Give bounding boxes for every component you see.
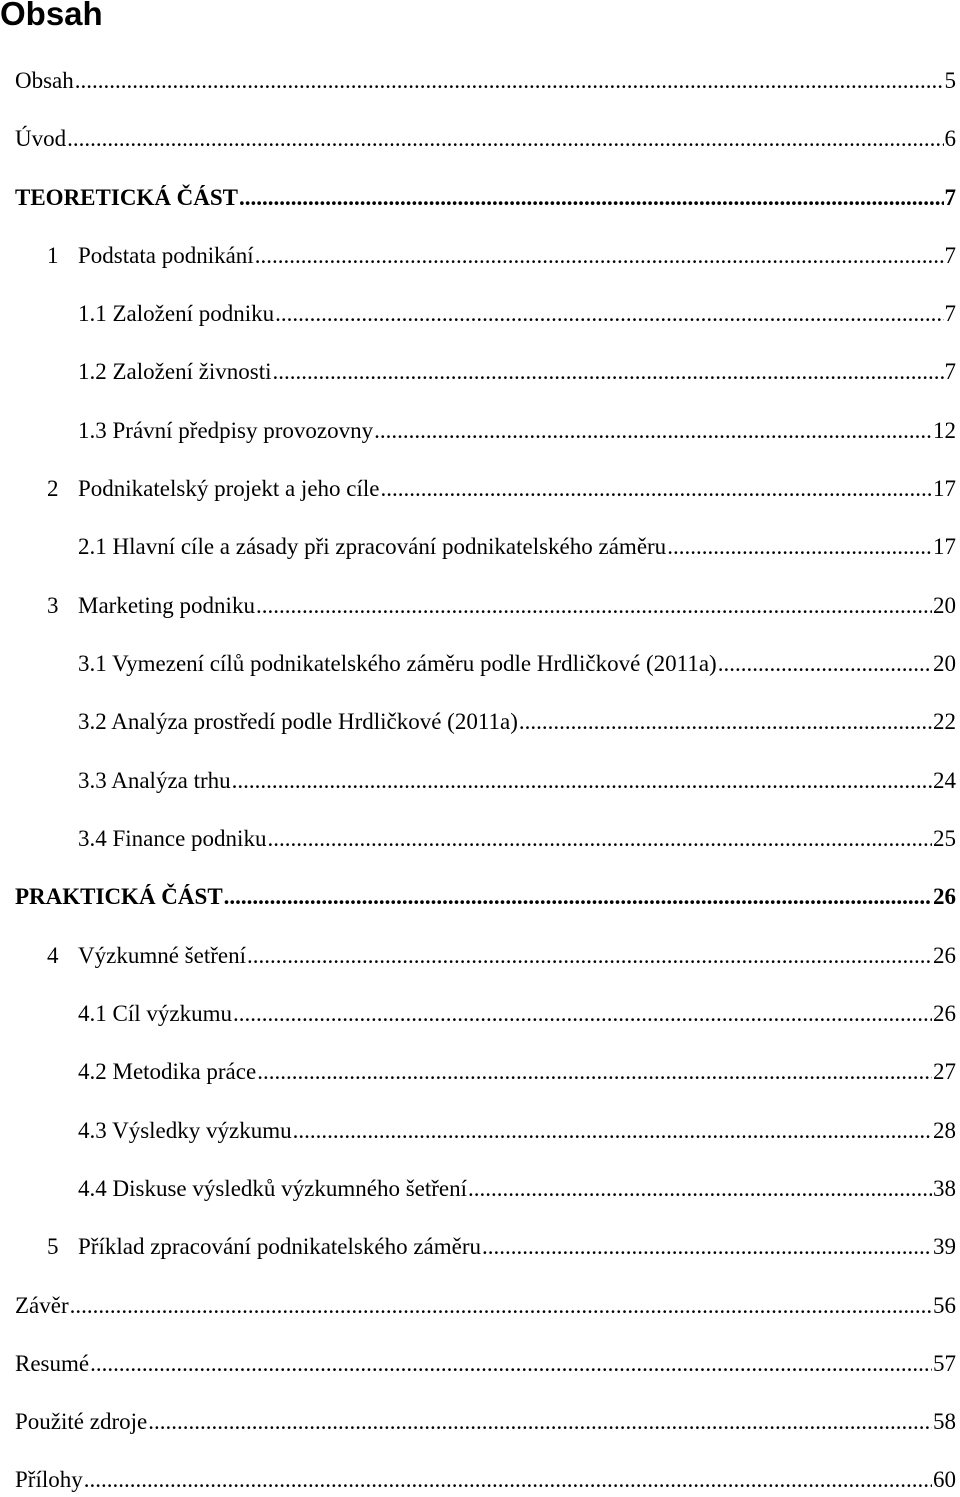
toc-leader-dots — [233, 999, 932, 1029]
toc-leader-dots — [247, 941, 932, 971]
toc-entry-3-2[interactable] — [0, 707, 956, 737]
toc-leader-dots — [468, 1174, 932, 1204]
toc-entry-title: Závěr — [15, 1293, 69, 1318]
toc-entry-1-2[interactable] — [0, 357, 956, 387]
toc-entry-page: 57 — [933, 1351, 956, 1376]
toc-entry-1-1[interactable] — [0, 299, 956, 329]
toc-entry-obsah[interactable] — [0, 66, 956, 96]
toc-entry-number: 1 — [47, 243, 59, 268]
toc-entry-title: 2.1 Hlavní cíle a zásady při zpracování podnikatelského záměru — [78, 534, 667, 559]
toc-entry-page: 7 — [944, 243, 956, 268]
toc-leader-dots — [75, 66, 944, 96]
toc-entry-chapter-3[interactable] — [0, 591, 956, 621]
toc-entry-title: 1.3 Právní předpisy provozovny — [78, 418, 374, 443]
toc-entry-resume[interactable] — [0, 1349, 956, 1379]
toc-leader-dots — [718, 649, 932, 679]
toc-entry-title: Úvod — [15, 126, 67, 151]
toc-entry-page: 26 — [933, 943, 956, 968]
toc-entry-title: 1.2 Založení živnosti — [78, 359, 272, 384]
toc-entry-pouzite-zdroje[interactable] — [0, 1407, 956, 1437]
toc-entry-page: 56 — [933, 1293, 956, 1318]
toc-entry-title: PRAKTICKÁ ČÁST — [15, 884, 223, 909]
toc-entry-title: Přílohy — [15, 1467, 83, 1492]
toc-entry-4-2[interactable] — [0, 1057, 956, 1087]
toc-entry-title: Podnikatelský projekt a jeho cíle — [78, 476, 380, 501]
toc-leader-dots — [482, 1232, 932, 1262]
toc-leader-dots — [70, 1291, 932, 1321]
toc-entry-title: 4.2 Metodika práce — [78, 1059, 257, 1084]
toc-entry-title: Obsah — [15, 68, 74, 93]
toc-entry-chapter-1[interactable] — [0, 241, 956, 271]
toc-leader-dots — [293, 1116, 932, 1146]
toc-leader-dots — [380, 474, 932, 504]
toc-entry-page: 20 — [933, 651, 956, 676]
toc-entry-4-1[interactable] — [0, 999, 956, 1029]
toc-entry-prakticka-cast[interactable] — [0, 882, 956, 912]
toc-entry-chapter-4[interactable] — [0, 941, 956, 971]
toc-leader-dots — [232, 766, 932, 796]
toc-entry-page: 12 — [933, 418, 956, 443]
toc-leader-dots — [374, 416, 932, 446]
toc-entry-title: 3.1 Vymezení cílů podnikatelského záměru podle Hrdličkové (2011a) — [78, 651, 717, 676]
toc-entry-2-1[interactable] — [0, 532, 956, 562]
toc-entry-title: Podstata podnikání — [78, 243, 254, 268]
toc-entry-4-3[interactable] — [0, 1116, 956, 1146]
toc-entry-title: Příklad zpracování podnikatelského záměru — [78, 1234, 481, 1259]
toc-entry-number: 4 — [47, 943, 59, 968]
toc-leader-dots — [257, 1057, 932, 1087]
toc-entry-page: 26 — [933, 884, 956, 909]
toc-entry-title: Použité zdroje — [15, 1409, 148, 1434]
toc-entry-title: 1.1 Založení podniku — [78, 301, 275, 326]
toc-entry-4-4[interactable] — [0, 1174, 956, 1204]
toc-leader-dots — [148, 1407, 932, 1437]
toc-entry-chapter-5[interactable] — [0, 1232, 956, 1262]
toc-entry-number: 2 — [47, 476, 59, 501]
toc-leader-dots — [90, 1349, 932, 1379]
toc-entry-page: 6 — [944, 126, 956, 151]
toc-entry-title: Marketing podniku — [78, 593, 255, 618]
toc-entry-page: 7 — [944, 359, 956, 384]
toc-entry-page: 28 — [933, 1118, 956, 1143]
toc-entry-title: 3.2 Analýza prostředí podle Hrdličkové (2011a) — [78, 709, 518, 734]
toc-entry-title: 3.3 Analýza trhu — [78, 768, 231, 793]
toc-entry-title: 3.4 Finance podniku — [78, 826, 267, 851]
toc-entry-page: 17 — [933, 476, 956, 501]
toc-leader-dots — [256, 591, 932, 621]
toc-entry-3-1[interactable] — [0, 649, 956, 679]
toc-leader-dots — [275, 299, 943, 329]
toc-entry-number: 5 — [47, 1234, 59, 1259]
toc-entry-prilohy[interactable] — [0, 1465, 956, 1495]
toc-entry-page: 22 — [933, 709, 956, 734]
toc-entry-title: Výzkumné šetření — [78, 943, 246, 968]
toc-leader-dots — [519, 707, 932, 737]
toc-leader-dots — [84, 1465, 932, 1495]
toc-entry-number: 3 — [47, 593, 59, 618]
toc-leader-dots — [667, 532, 932, 562]
toc-entry-page: 7 — [944, 185, 956, 210]
toc-leader-dots — [239, 183, 943, 213]
toc-entry-page: 58 — [933, 1409, 956, 1434]
toc-leader-dots — [267, 824, 932, 854]
toc-leader-dots — [224, 882, 932, 912]
toc-entry-title: 4.3 Výsledky výzkumu — [78, 1118, 292, 1143]
toc-entry-page: 38 — [933, 1176, 956, 1201]
toc-entry-1-3[interactable] — [0, 416, 956, 446]
toc-entry-3-3[interactable] — [0, 766, 956, 796]
toc-entry-zaver[interactable] — [0, 1291, 956, 1321]
toc-entry-page: 26 — [933, 1001, 956, 1026]
toc-entry-page: 27 — [933, 1059, 956, 1084]
toc-entry-page: 60 — [933, 1467, 956, 1492]
toc-entry-page: 20 — [933, 593, 956, 618]
toc-entry-title: TEORETICKÁ ČÁST — [15, 185, 239, 210]
toc-entry-page: 5 — [944, 68, 956, 93]
toc-leader-dots — [273, 357, 944, 387]
toc-entry-page: 25 — [933, 826, 956, 851]
toc-leader-dots — [255, 241, 944, 271]
toc-entry-page: 7 — [944, 301, 956, 326]
page-title: Obsah — [0, 0, 103, 32]
toc-entry-page: 17 — [933, 534, 956, 559]
toc-entry-page: 24 — [933, 768, 956, 793]
toc-entry-chapter-2[interactable] — [0, 474, 956, 504]
toc-entry-page: 39 — [933, 1234, 956, 1259]
toc-entry-3-4[interactable] — [0, 824, 956, 854]
toc-leader-dots — [67, 124, 943, 154]
toc-entry-uvod[interactable] — [0, 124, 956, 154]
toc-entry-title: 4.1 Cíl výzkumu — [78, 1001, 232, 1026]
toc-entry-title: 4.4 Diskuse výsledků výzkumného šetření — [78, 1176, 468, 1201]
toc-entry-teoreticka-cast[interactable] — [0, 183, 956, 213]
toc-entry-title: Resumé — [15, 1351, 90, 1376]
